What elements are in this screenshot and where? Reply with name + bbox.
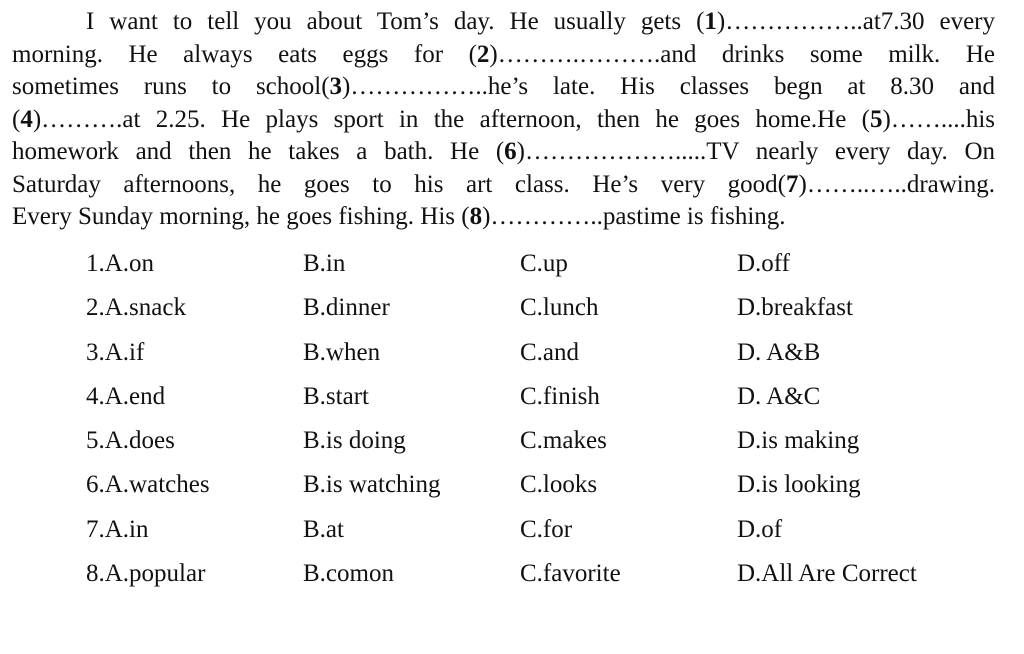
option-d: D.is making [737,427,860,455]
option-c: C.favorite [520,560,621,588]
passage-line: morning. He always eats eggs for (2)……….……….and drinks some milk. He [12,40,995,68]
option-a: 7.A.in [86,515,149,543]
option-b: B.is watching [303,471,441,499]
option-c: C.lunch [520,294,599,322]
option-b: B.start [303,382,369,410]
option-d: D.off [737,250,791,277]
option-b: B.in [303,250,346,277]
option-a: 8.A.popular [86,560,206,588]
option-b: B.is doing [303,427,406,455]
option-d: D.breakfast [737,294,853,322]
option-a: 3.A.if [86,338,145,366]
option-b: B.dinner [303,294,390,322]
option-d: D. A&C [737,382,821,410]
option-d: D. A&B [737,338,821,366]
passage-line: Every Sunday morning, he goes fishing. His (8)…………..pastime is fishing. [12,203,786,230]
option-c: C.for [520,515,573,543]
passage-line: (4)……….at 2.25. He plays sport in the afternoon, then he goes home.He (5)……....his [12,105,995,133]
passage-line: I want to tell you about Tom’s day. He usually gets (1)……………..at7.30 every [86,8,995,35]
cloze-passage [12,6,995,234]
option-a: 6.A.watches [86,471,210,499]
option-d: D.is looking [737,471,861,499]
option-c: C.looks [520,471,598,499]
option-a: 5.A.does [86,427,175,455]
option-a: 2.A.snack [86,294,186,322]
option-b: B.when [303,338,381,366]
option-c: C.finish [520,382,600,410]
option-b: B.at [303,515,344,543]
passage-line: Saturday afternoons, he goes to his art class. He’s very good(7)……..…..drawing. [12,170,995,198]
option-c: C.makes [520,427,607,455]
option-c: C.and [520,338,580,366]
option-c: C.up [520,250,568,277]
option-b: B.comon [303,560,394,588]
option-d: D.All Are Correct [737,560,917,588]
option-a: 1.A.on [86,250,155,277]
option-d: D.of [737,515,783,543]
passage-line: homework and then he takes a bath. He (6)……………….....TV nearly every day. On [12,138,995,165]
passage-line: sometimes runs to school(3)……………..he’s late. His classes begn at 8.30 and [12,73,995,100]
option-a: 4.A.end [86,382,166,410]
